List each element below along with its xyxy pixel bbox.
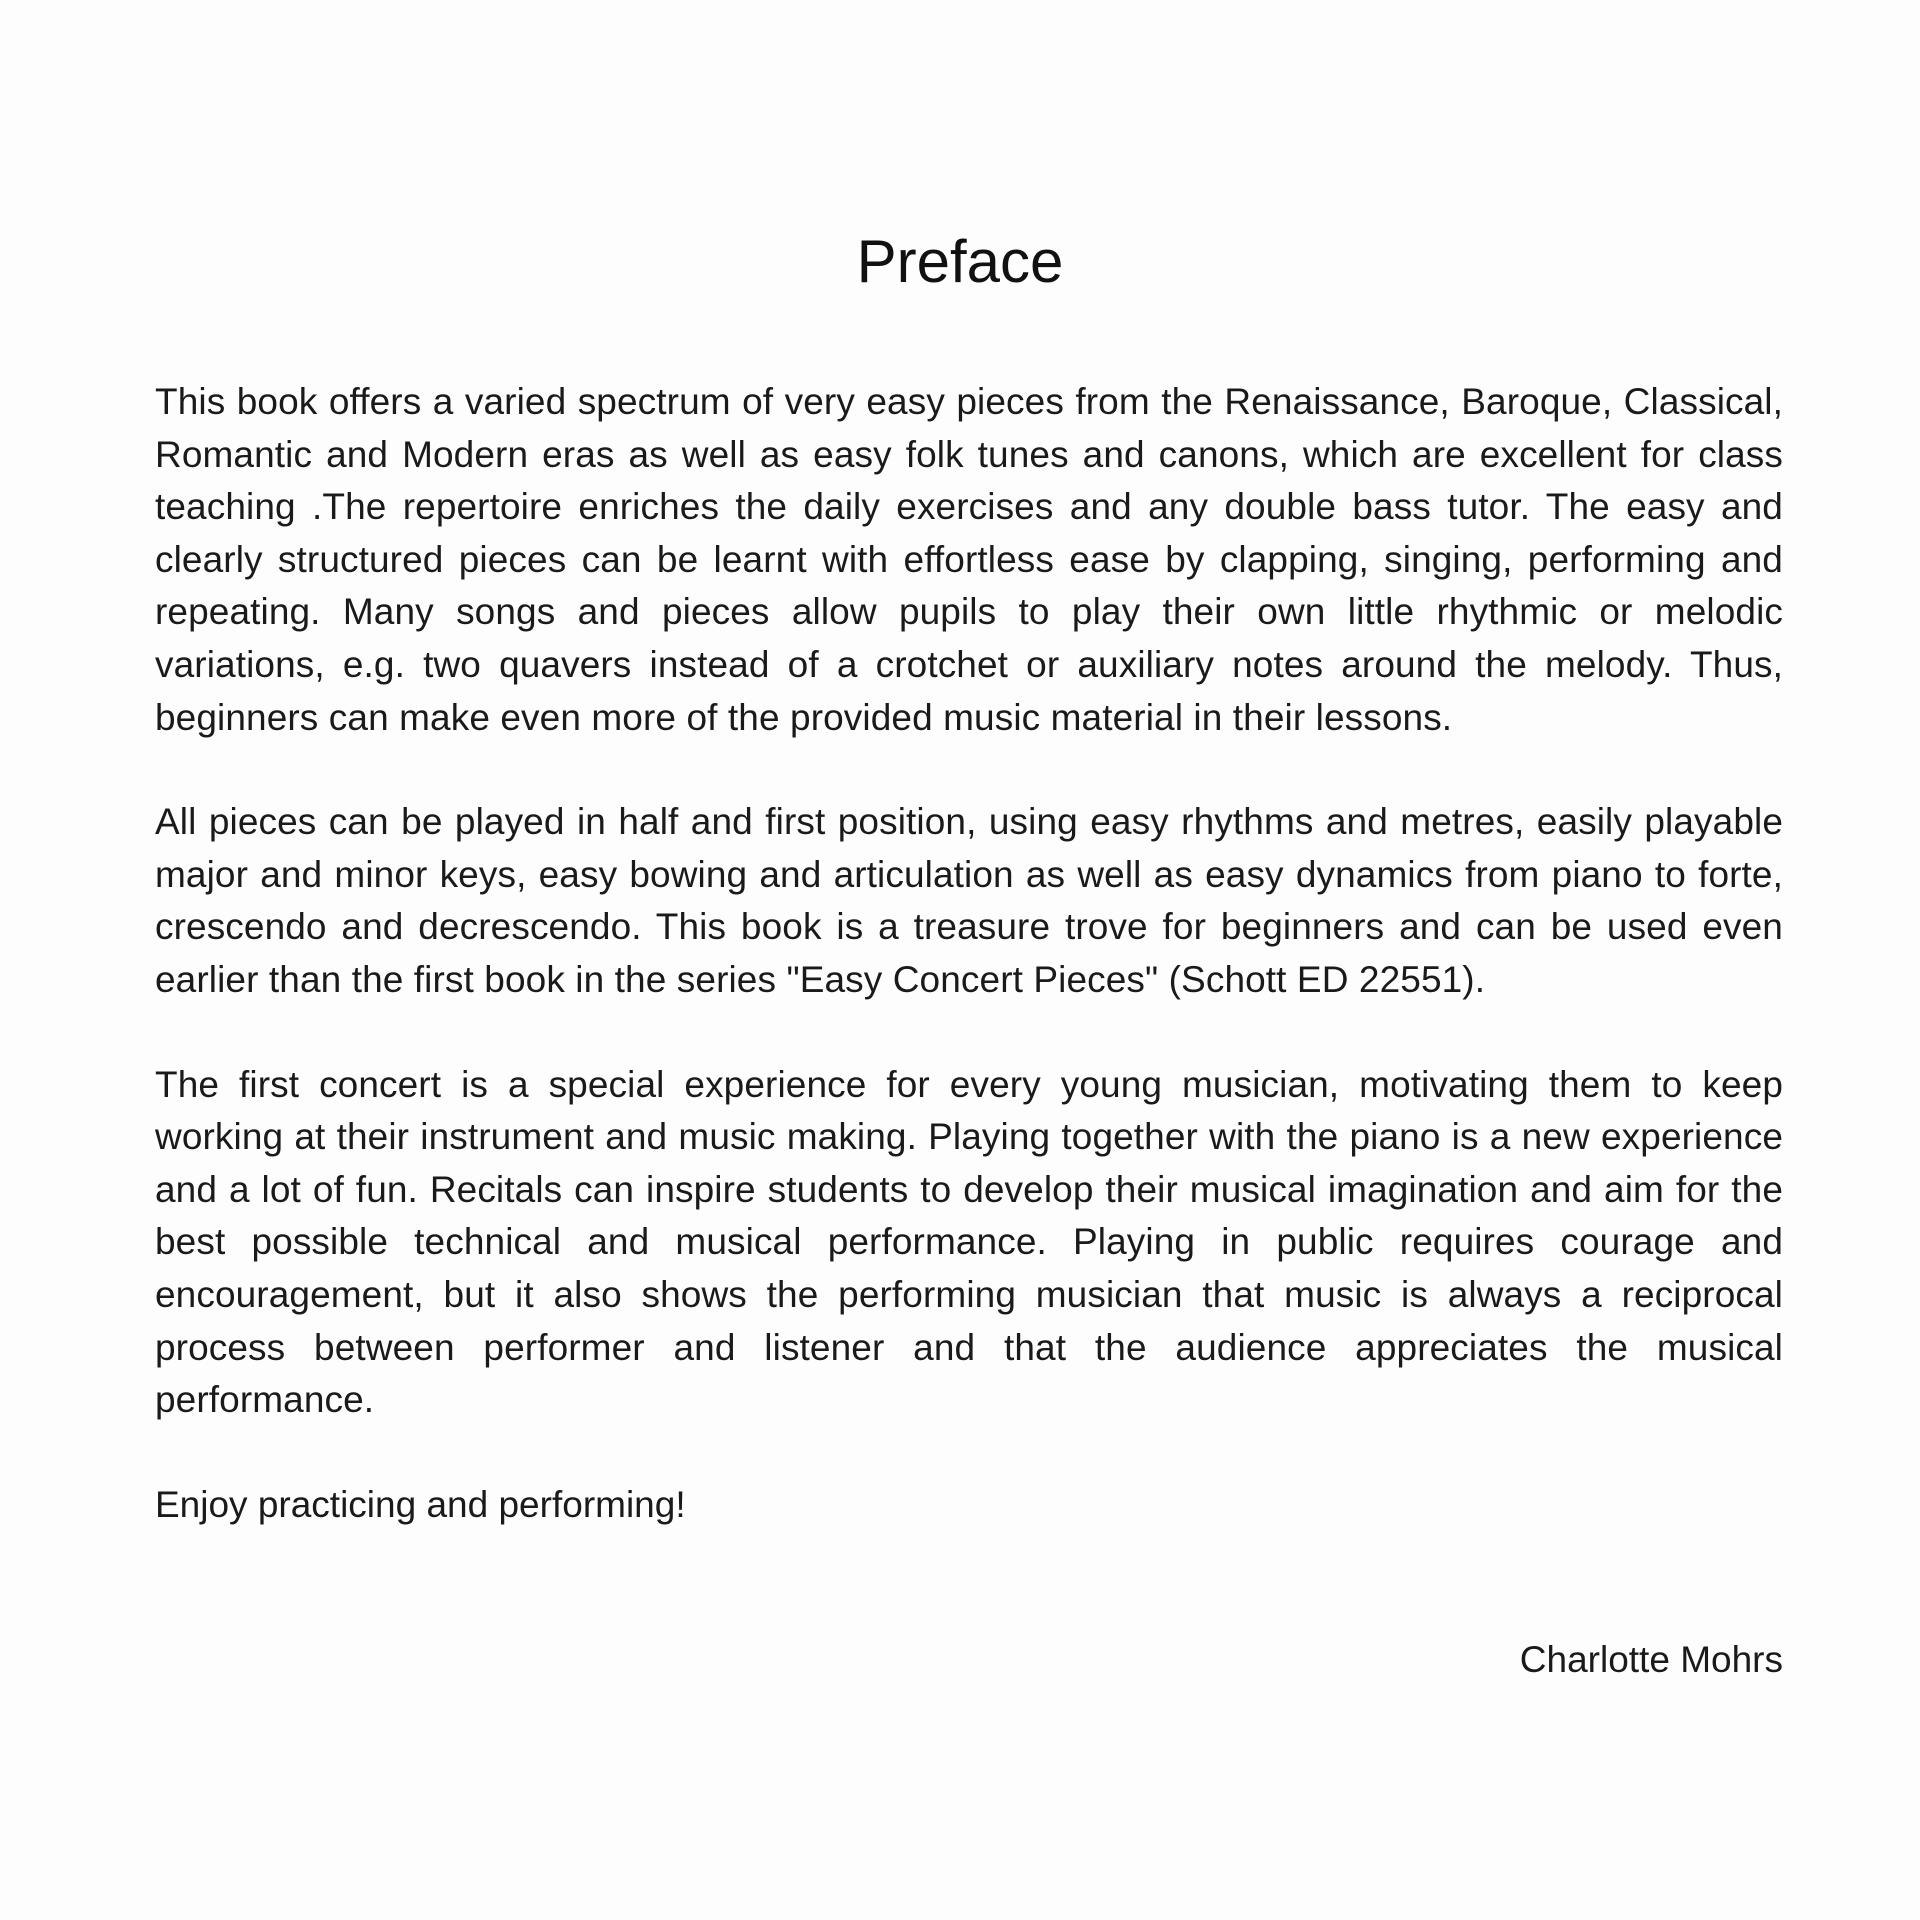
paragraph-2: All pieces can be played in half and first position, using easy rhythms and metres, easily playable major and minor keys, easy bowing and articulation as well as easy dynamics from piano to forte, crescendo and decrescendo. This book is a treasure trove for beginners and can be used even earlier than the first book in the series "Easy Concert Pieces" (Schott ED 22551). <box>155 801 1783 1000</box>
paragraph-1: This book offers a varied spectrum of very easy pieces from the Renaissance, Baroque, Classical, Romantic and Modern eras as well as easy folk tunes and canons, which are excellent for class teaching .The repertoire enriches the daily exercises and any double bass tutor. The easy and clearly structured pieces can be learnt with effortless ease by clapping, singing, performing and repeating. Many songs and pieces allow pupils to play their own little rhythmic or melodic variations, e.g. two quavers instead of a crotchet or auxiliary notes around the melody. Thus, beginners can make even more of the provided music material in their lessons. <box>155 381 1783 738</box>
paragraph-3: The first concert is a special experience for every young musician, motivating them to keep working at their instrument and music making. Playing together with the piano is a new experience and a lot of fun. Recitals can inspire students to develop their musical imagination and aim for the best possible technical and musical performance. Playing in public requires courage and encouragement, but it also shows the performing musician that music is always a reciprocal process between performer and listener and that the audience appreciates the musical performance. <box>155 1063 1783 1421</box>
closing-line: Enjoy practicing and performing! <box>155 1483 686 1525</box>
preface-body <box>155 376 1783 1531</box>
page-title: Preface <box>856 228 1064 295</box>
author-signature: Charlotte Mohrs <box>1519 1639 1783 1680</box>
